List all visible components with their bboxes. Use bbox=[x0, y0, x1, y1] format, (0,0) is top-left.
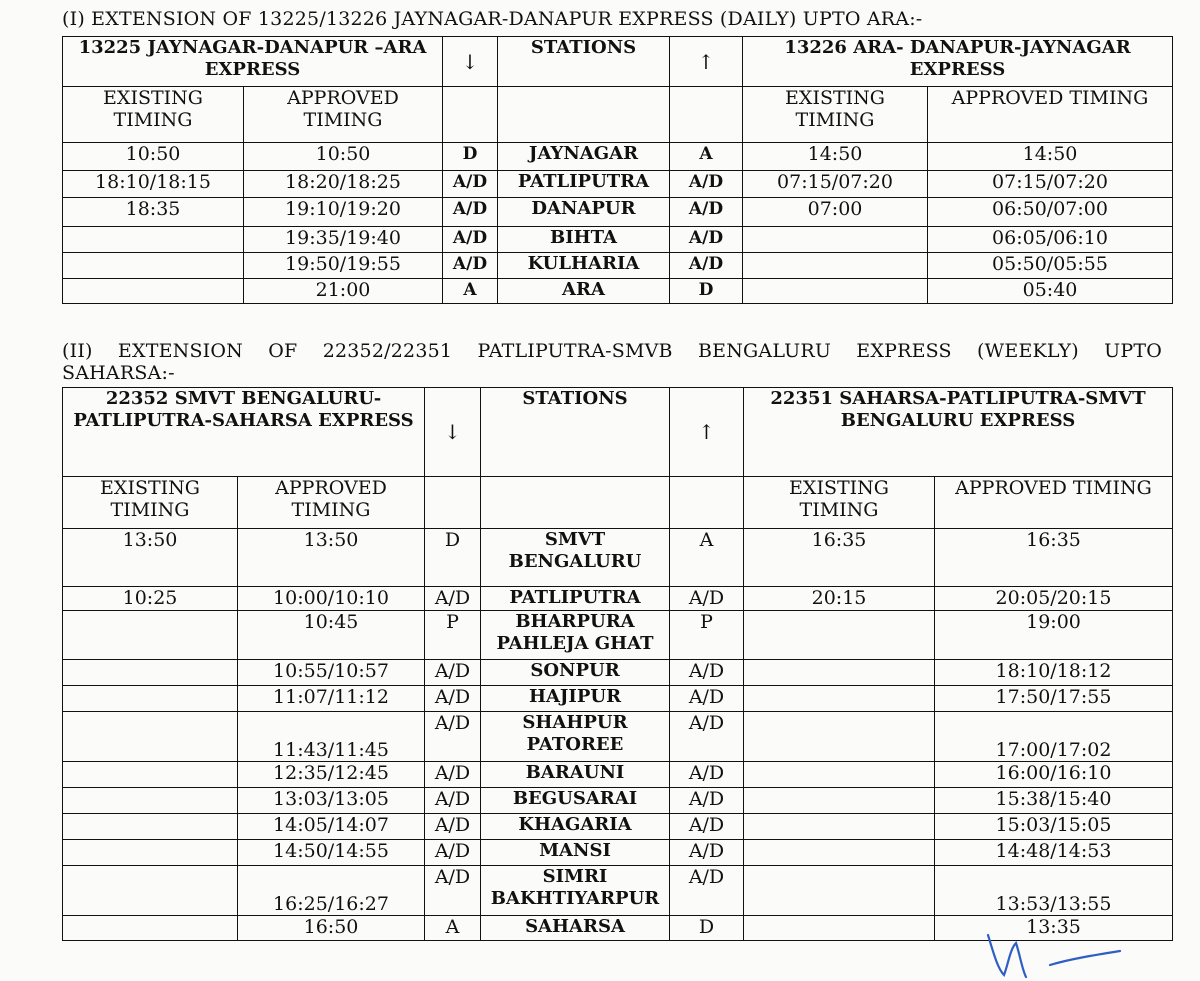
station-name: MANSI bbox=[481, 840, 670, 866]
stations-header: STATIONS bbox=[481, 388, 670, 477]
right-approved-header: APPROVED TIMING bbox=[928, 87, 1173, 143]
section1-timetable bbox=[62, 36, 1173, 304]
right-existing-time: 07:15/07:20 bbox=[743, 171, 928, 198]
table-row bbox=[63, 840, 1173, 866]
right-existing-time: 07:00 bbox=[743, 198, 928, 227]
table-row bbox=[63, 611, 1173, 660]
right-approved-time: 13:53/13:55 bbox=[935, 866, 1173, 916]
left-approved-time: 19:50/19:55 bbox=[244, 253, 443, 279]
right-train-name: 22351 SAHARSA-PATLIPUTRA-SMVT BENGALURU EXPRESS bbox=[744, 388, 1173, 477]
table-row bbox=[63, 712, 1173, 762]
right-train-name: 13226 ARA- DANAPUR-JAYNAGAR EXPRESS bbox=[743, 37, 1173, 87]
right-approved-time: 17:50/17:55 bbox=[935, 686, 1173, 712]
station-name: PATLIPUTRA bbox=[498, 171, 670, 198]
left-existing-time bbox=[63, 611, 238, 660]
left-existing-time bbox=[63, 253, 244, 279]
left-existing-time: 10:25 bbox=[63, 587, 238, 611]
left-approved-time: 13:03/13:05 bbox=[238, 788, 425, 814]
left-approved-time: 18:20/18:25 bbox=[244, 171, 443, 198]
table-row bbox=[63, 253, 1173, 279]
right-approved-time: 05:40 bbox=[928, 279, 1173, 304]
right-approved-time: 14:48/14:53 bbox=[935, 840, 1173, 866]
right-existing-time bbox=[743, 253, 928, 279]
left-approved-time: 11:07/11:12 bbox=[238, 686, 425, 712]
station-name: SONPUR bbox=[481, 660, 670, 686]
left-existing-header: EXISTING TIMING bbox=[63, 87, 244, 143]
left-existing-time: 18:10/18:15 bbox=[63, 171, 244, 198]
left-approved-time: 10:45 bbox=[238, 611, 425, 660]
left-existing-time bbox=[63, 788, 238, 814]
left-stop-code: A/D bbox=[443, 171, 498, 198]
right-stop-code: P bbox=[670, 611, 744, 660]
left-approved-time: 16:25/16:27 bbox=[238, 866, 425, 916]
left-approved-time: 21:00 bbox=[244, 279, 443, 304]
left-existing-time bbox=[63, 686, 238, 712]
station-name: SIMRI BAKHTIYARPUR bbox=[481, 866, 670, 916]
left-train-name: 13225 JAYNAGAR-DANAPUR –ARA EXPRESS bbox=[63, 37, 443, 87]
left-stop-code: A/D bbox=[443, 227, 498, 253]
right-stop-code: A/D bbox=[670, 587, 744, 611]
left-approved-time: 14:50/14:55 bbox=[238, 840, 425, 866]
left-existing-time bbox=[63, 279, 244, 304]
left-approved-time: 14:05/14:07 bbox=[238, 814, 425, 840]
left-existing-time: 18:35 bbox=[63, 198, 244, 227]
left-approved-header: APPROVED TIMING bbox=[238, 477, 425, 529]
right-existing-header: EXISTING TIMING bbox=[743, 87, 928, 143]
right-approved-time: 06:05/06:10 bbox=[928, 227, 1173, 253]
right-approved-time: 20:05/20:15 bbox=[935, 587, 1173, 611]
left-existing-time: 13:50 bbox=[63, 529, 238, 587]
station-name: KHAGARIA bbox=[481, 814, 670, 840]
right-stop-code: A bbox=[670, 529, 744, 587]
station-name: ARA bbox=[498, 279, 670, 304]
right-stop-code: D bbox=[670, 916, 744, 941]
left-existing-time: 10:50 bbox=[63, 143, 244, 171]
table-row bbox=[63, 529, 1173, 587]
left-existing-time bbox=[63, 866, 238, 916]
left-stop-code: A/D bbox=[425, 788, 481, 814]
station-name: BHARPURA PAHLEJA GHAT bbox=[481, 611, 670, 660]
table-row bbox=[63, 279, 1173, 304]
left-stop-code: A/D bbox=[425, 712, 481, 762]
left-existing-time bbox=[63, 712, 238, 762]
left-existing-time bbox=[63, 660, 238, 686]
right-stop-code: A/D bbox=[670, 253, 743, 279]
left-stop-code: A/D bbox=[443, 198, 498, 227]
up-arrow-icon: ↑ bbox=[670, 37, 743, 87]
right-approved-time: 18:10/18:12 bbox=[935, 660, 1173, 686]
right-stop-code: A/D bbox=[670, 712, 744, 762]
left-approved-time: 19:10/19:20 bbox=[244, 198, 443, 227]
station-name: SMVT BENGALURU bbox=[481, 529, 670, 587]
left-stop-code: D bbox=[443, 143, 498, 171]
left-stop-code: A/D bbox=[425, 866, 481, 916]
station-name: SAHARSA bbox=[481, 916, 670, 941]
table-row bbox=[63, 227, 1173, 253]
left-approved-time: 13:50 bbox=[238, 529, 425, 587]
left-stop-code: D bbox=[425, 529, 481, 587]
right-stop-code: A/D bbox=[670, 866, 744, 916]
left-existing-time bbox=[63, 762, 238, 788]
right-approved-time: 13:35 bbox=[935, 916, 1173, 941]
right-existing-time bbox=[744, 840, 935, 866]
right-approved-time: 17:00/17:02 bbox=[935, 712, 1173, 762]
right-approved-time: 16:00/16:10 bbox=[935, 762, 1173, 788]
right-stop-code: D bbox=[670, 279, 743, 304]
right-existing-time: 16:35 bbox=[744, 529, 935, 587]
right-existing-time bbox=[743, 227, 928, 253]
section2-timetable bbox=[62, 387, 1173, 941]
signature-icon bbox=[980, 925, 1140, 981]
right-existing-time bbox=[744, 762, 935, 788]
right-stop-code: A/D bbox=[670, 814, 744, 840]
table-row bbox=[63, 762, 1173, 788]
table-row bbox=[63, 686, 1173, 712]
left-approved-time: 10:00/10:10 bbox=[238, 587, 425, 611]
right-stop-code: A/D bbox=[670, 227, 743, 253]
left-stop-code: A/D bbox=[425, 840, 481, 866]
left-approved-time: 19:35/19:40 bbox=[244, 227, 443, 253]
station-name: JAYNAGAR bbox=[498, 143, 670, 171]
table-row bbox=[63, 143, 1173, 171]
right-stop-code: A/D bbox=[670, 762, 744, 788]
right-approved-time: 14:50 bbox=[928, 143, 1173, 171]
right-existing-header: EXISTING TIMING bbox=[744, 477, 935, 529]
station-name: BIHTA bbox=[498, 227, 670, 253]
right-approved-header: APPROVED TIMING bbox=[935, 477, 1173, 529]
right-stop-code: A/D bbox=[670, 660, 744, 686]
right-stop-code: A/D bbox=[670, 686, 744, 712]
left-stop-code: A/D bbox=[425, 587, 481, 611]
table-row bbox=[63, 587, 1173, 611]
down-arrow-icon: ↓ bbox=[443, 37, 498, 87]
left-stop-code: A/D bbox=[425, 762, 481, 788]
down-arrow-icon: ↓ bbox=[425, 388, 481, 477]
left-approved-time: 16:50 bbox=[238, 916, 425, 941]
right-stop-code: A bbox=[670, 143, 743, 171]
right-existing-time bbox=[744, 611, 935, 660]
left-stop-code: P bbox=[425, 611, 481, 660]
left-approved-time: 12:35/12:45 bbox=[238, 762, 425, 788]
left-existing-time bbox=[63, 916, 238, 941]
left-existing-header: EXISTING TIMING bbox=[63, 477, 238, 529]
stations-header: STATIONS bbox=[498, 37, 670, 87]
left-train-name: 22352 SMVT BENGALURU-PATLIPUTRA-SAHARSA EXPRESS bbox=[63, 388, 425, 477]
left-stop-code: A/D bbox=[443, 253, 498, 279]
station-name: PATLIPUTRA bbox=[481, 587, 670, 611]
station-name: HAJIPUR bbox=[481, 686, 670, 712]
table-row bbox=[63, 788, 1173, 814]
left-approved-header: APPROVED TIMING bbox=[244, 87, 443, 143]
left-stop-code: A bbox=[443, 279, 498, 304]
station-name: DANAPUR bbox=[498, 198, 670, 227]
table-row bbox=[63, 198, 1173, 227]
left-approved-time: 11:43/11:45 bbox=[238, 712, 425, 762]
right-existing-time bbox=[744, 660, 935, 686]
station-name: BEGUSARAI bbox=[481, 788, 670, 814]
left-stop-code: A/D bbox=[425, 660, 481, 686]
left-existing-time bbox=[63, 227, 244, 253]
left-approved-time: 10:50 bbox=[244, 143, 443, 171]
right-approved-time: 19:00 bbox=[935, 611, 1173, 660]
right-approved-time: 15:38/15:40 bbox=[935, 788, 1173, 814]
right-approved-time: 05:50/05:55 bbox=[928, 253, 1173, 279]
left-stop-code: A/D bbox=[425, 686, 481, 712]
station-name: SHAHPUR PATOREE bbox=[481, 712, 670, 762]
right-existing-time bbox=[744, 866, 935, 916]
right-existing-time bbox=[744, 712, 935, 762]
table-row bbox=[63, 660, 1173, 686]
up-arrow-icon: ↑ bbox=[670, 388, 744, 477]
right-stop-code: A/D bbox=[670, 198, 743, 227]
right-approved-time: 15:03/15:05 bbox=[935, 814, 1173, 840]
table-row bbox=[63, 866, 1173, 916]
left-existing-time bbox=[63, 840, 238, 866]
right-existing-time bbox=[744, 788, 935, 814]
right-existing-time bbox=[744, 916, 935, 941]
table-row bbox=[63, 171, 1173, 198]
right-approved-time: 07:15/07:20 bbox=[928, 171, 1173, 198]
right-existing-time bbox=[744, 686, 935, 712]
station-name: KULHARIA bbox=[498, 253, 670, 279]
section2-heading: (II) EXTENSION OF 22352/22351 PATLIPUTRA-SMVB BENGALURU EXPRESS (WEEKLY) UPTO SAHARSA:- bbox=[62, 340, 1162, 384]
left-approved-time: 10:55/10:57 bbox=[238, 660, 425, 686]
section1-heading: (I) EXTENSION OF 13225/13226 JAYNAGAR-DANAPUR EXPRESS (DAILY) UPTO ARA:- bbox=[62, 8, 923, 30]
right-existing-time bbox=[743, 279, 928, 304]
right-approved-time: 06:50/07:00 bbox=[928, 198, 1173, 227]
table-row bbox=[63, 814, 1173, 840]
right-stop-code: A/D bbox=[670, 788, 744, 814]
right-existing-time: 14:50 bbox=[743, 143, 928, 171]
left-stop-code: A/D bbox=[425, 814, 481, 840]
station-name: BARAUNI bbox=[481, 762, 670, 788]
left-stop-code: A bbox=[425, 916, 481, 941]
right-approved-time: 16:35 bbox=[935, 529, 1173, 587]
right-existing-time bbox=[744, 814, 935, 840]
right-stop-code: A/D bbox=[670, 171, 743, 198]
left-existing-time bbox=[63, 814, 238, 840]
right-stop-code: A/D bbox=[670, 840, 744, 866]
right-existing-time: 20:15 bbox=[744, 587, 935, 611]
